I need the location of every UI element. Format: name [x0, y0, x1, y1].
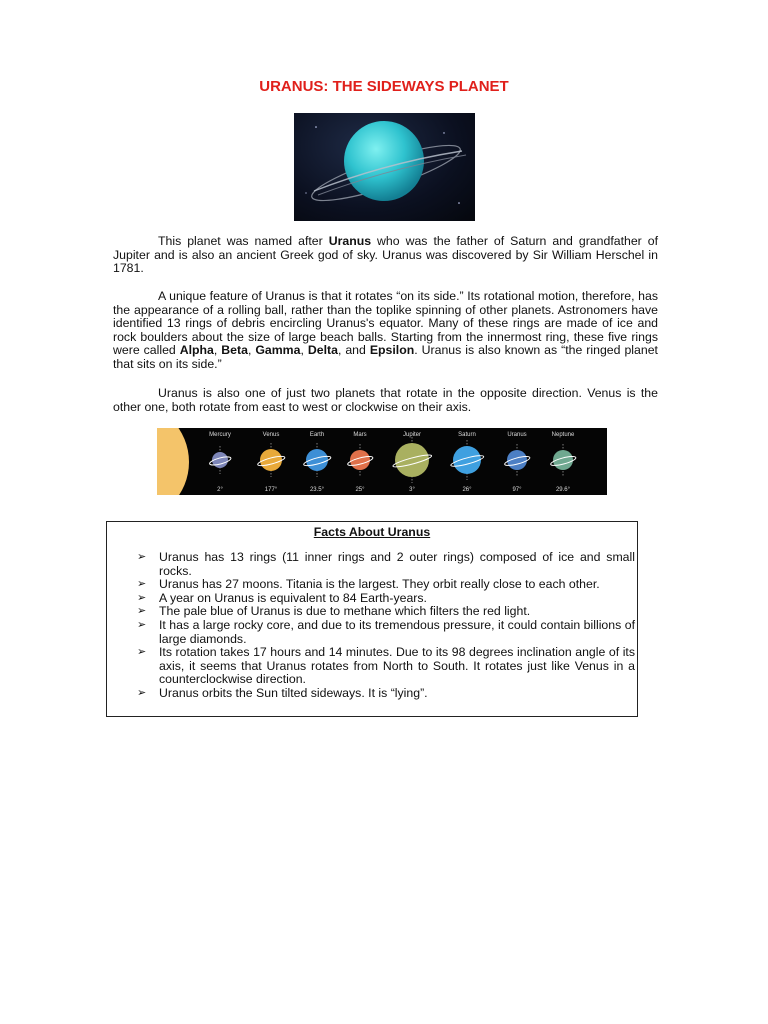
planet-name-label: Saturn — [458, 432, 476, 438]
planet-name-label: Uranus — [507, 432, 527, 438]
planet-name-label: Mercury — [209, 432, 231, 438]
fact-item — [137, 646, 635, 687]
planet-tilt-label: 29.6° — [555, 487, 571, 493]
planet-tilt-label: 25° — [355, 487, 365, 493]
uranus-image — [294, 113, 475, 221]
p3-text: Uranus is also one of just two planets that rotate in the opposite direction. Venus is the other one, both rotate from east to west or clockwise on their axis. — [113, 386, 658, 414]
ring-alpha: Alpha — [179, 343, 214, 358]
p2-text-a: A unique feature of Uranus is that it rotates “on its side.” Its rotational motion, therefore, has the appearance of a rolling ball, rather than the toplike spinning of other planets. Astronomers have identified 13 rings of debris encircling Uranus's equator. Many of these rings are made of ice and rock boulders about the size of large beach balls. Starting from the innermost ring, these five rings were called — [113, 289, 658, 358]
p1-text-b: who was the father of Saturn and grandfather of Jupiter and is also an ancient Greek god of sky. Uranus was discovered by Sir William Herschel in 1781. — [113, 234, 658, 276]
paragraph-naming — [113, 235, 658, 276]
planet-tilt-label: 2° — [217, 487, 223, 493]
planet-name-label: Neptune — [551, 432, 575, 438]
arrow-bullet-icon: ➢ — [137, 646, 147, 659]
fact-text: A year on Uranus is equivalent to 84 Earth-years. — [159, 590, 427, 605]
fact-item — [137, 592, 635, 606]
planet-tilt-label: 97° — [512, 487, 522, 493]
facts-title: Facts About Uranus — [313, 525, 431, 539]
paragraph-direction — [113, 387, 658, 414]
fact-text: It has a large rocky core, and due to its tremendous pressure, it could contain billions of large diamonds. — [159, 617, 635, 646]
facts-box — [106, 521, 638, 717]
sep: , and — [337, 343, 370, 358]
paragraph-rotation — [113, 290, 658, 372]
planet-name-label: Venus — [262, 432, 280, 438]
planet-tilt-label: 177° — [264, 487, 278, 493]
fact-item — [137, 687, 635, 701]
fact-item — [137, 619, 635, 646]
sep: , — [247, 343, 256, 358]
ring-delta: Delta — [307, 343, 338, 358]
planet-tilt-label: 3° — [409, 487, 415, 493]
arrow-bullet-icon: ➢ — [137, 591, 147, 604]
fact-item — [137, 551, 635, 578]
fact-text: The pale blue of Uranus is due to methane which filters the red light. — [159, 604, 531, 619]
arrow-bullet-icon: ➢ — [137, 605, 147, 618]
sep: , — [300, 343, 308, 358]
ring-beta: Beta — [221, 343, 248, 358]
planet-name-label: Mars — [353, 432, 367, 438]
ring-gamma: Gamma — [255, 343, 301, 358]
arrow-bullet-icon: ➢ — [137, 578, 147, 591]
ring-epsilon: Epsilon — [369, 343, 415, 358]
fact-text: Its rotation takes 17 hours and 14 minutes. Due to its 98 degrees inclination angle of its axis, it seems that Uranus rotates from North to South. It rotates just like Venus in a counterclockwise direction. — [159, 645, 635, 687]
fact-text: Uranus has 27 moons. Titania is the largest. They orbit really close to each other. — [159, 577, 600, 592]
planet-name-label: Jupiter — [402, 432, 422, 438]
page-title: URANUS: THE SIDEWAYS PLANET — [259, 78, 509, 95]
planet-shape — [453, 446, 481, 474]
planet-tilt-label: 26° — [462, 487, 472, 493]
fact-text: Uranus has 13 rings (11 inner rings and 2 outer rings) composed of ice and small rocks. — [159, 550, 635, 578]
p1-bold-uranus: Uranus — [328, 234, 372, 248]
arrow-bullet-icon: ➢ — [137, 551, 147, 563]
planet-tilt-strip — [157, 428, 607, 495]
p2-text-b: . Uranus is also known as “the ringed planet that sits on its side.” — [113, 343, 658, 371]
arrow-bullet-icon: ➢ — [137, 686, 147, 699]
sep: , — [213, 343, 222, 358]
planet-tilt-label: 23.5° — [309, 487, 325, 493]
fact-item — [137, 605, 635, 619]
planet-name-label: Earth — [309, 432, 325, 438]
arrow-bullet-icon: ➢ — [137, 618, 147, 631]
facts-list — [137, 551, 635, 701]
fact-item — [137, 578, 635, 592]
p1-text-a: This planet was named after — [158, 234, 329, 248]
fact-text: Uranus orbits the Sun tilted sideways. It is “lying”. — [159, 685, 428, 700]
sun-shape — [157, 428, 189, 495]
